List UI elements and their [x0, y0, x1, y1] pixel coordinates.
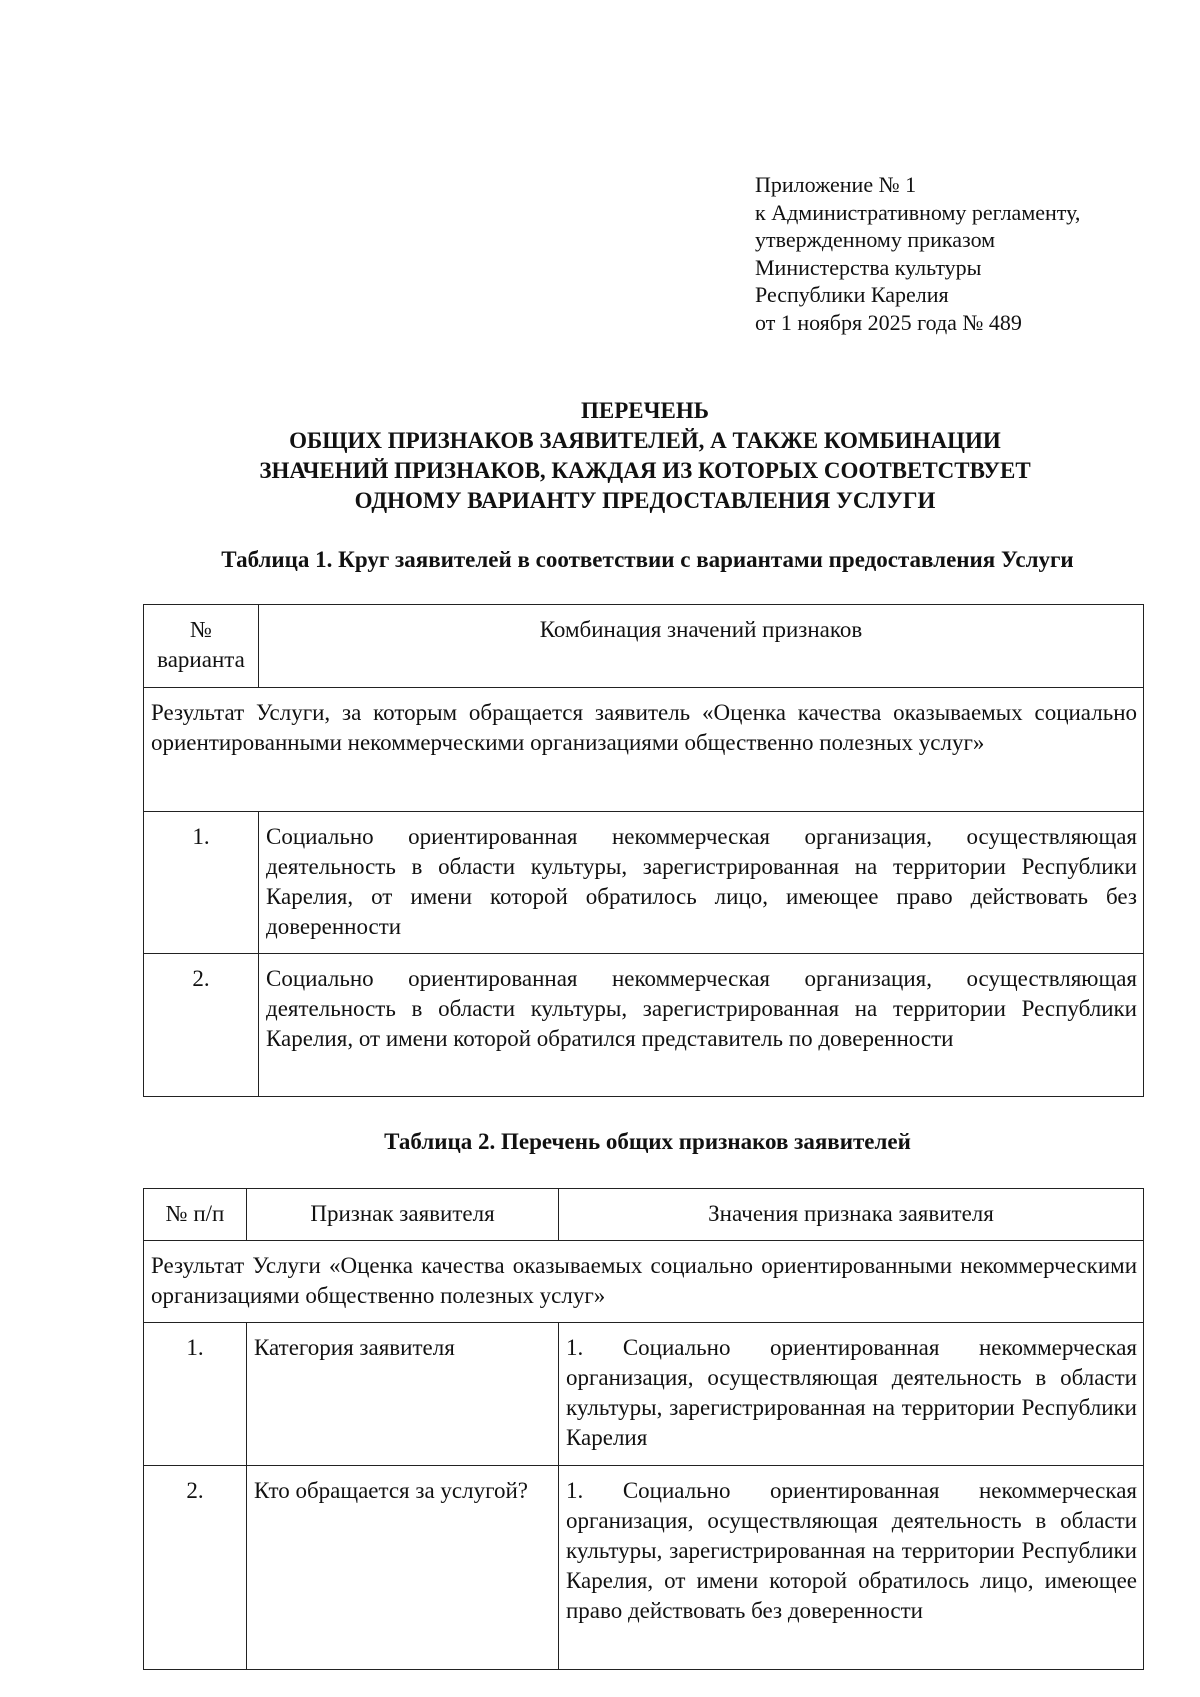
table1 — [143, 604, 1144, 1097]
table1-row-num: 2. — [144, 954, 259, 1097]
table-row — [144, 812, 1144, 954]
table2-row-sign: Категория заявителя — [247, 1323, 559, 1466]
table1-result-text: Результат Услуги, за которым обращается заявитель «Оценка качества оказываемых социально ориентированными некоммерческими организациями общественно полезных услуг» — [144, 688, 1144, 812]
title-line: ОБЩИХ ПРИЗНАКОВ ЗАЯВИТЕЛЕЙ, А ТАКЖЕ КОМБИНАЦИИ — [289, 428, 1001, 453]
appendix-line: Республики Карелия — [755, 282, 949, 307]
title-line: ПЕРЕЧЕНЬ — [581, 398, 709, 423]
table2-caption: Таблица 2. Перечень общих признаков заявителей — [384, 1129, 911, 1154]
table-row — [144, 954, 1144, 1097]
table2-header-value: Значения признака заявителя — [559, 1189, 1144, 1241]
appendix-line: Приложение № 1 — [755, 172, 917, 197]
table-row — [144, 1466, 1144, 1670]
table1-header-combo: Комбинация значений признаков — [259, 605, 1144, 688]
table2-result-row — [144, 1241, 1144, 1323]
table2-header-sign: Признак заявителя — [247, 1189, 559, 1241]
table1-row-text: Социально ориентированная некоммерческая организация, осуществляющая деятельность в области культуры, зарегистрированная на территории Республики Карелия, от имени которой обратилось лицо, имеющее право действовать без доверенности — [259, 812, 1144, 954]
title-line: ЗНАЧЕНИЙ ПРИЗНАКОВ, КАЖДАЯ ИЗ КОТОРЫХ СООТВЕТСТВУЕТ — [259, 458, 1031, 483]
appendix-line: от 1 ноября 2025 года № 489 — [755, 309, 1022, 335]
table1-result-row — [144, 688, 1144, 812]
table2-row-value: 1. Социально ориентированная некоммерческая организация, осуществляющая деятельность в области культуры, зарегистрированная на территории Республики Карелия, от имени которой обратилось лицо, имеющее право действовать без доверенности — [559, 1466, 1144, 1670]
table2-header-num: № п/п — [144, 1189, 247, 1241]
table2 — [143, 1188, 1144, 1670]
table2-row-num: 2. — [144, 1466, 247, 1670]
table1-header-num: № варианта — [144, 605, 259, 688]
appendix-block — [755, 171, 1080, 336]
appendix-line: к Административному регламенту, — [755, 199, 1081, 225]
table2-header-row — [144, 1189, 1144, 1241]
title-line: ОДНОМУ ВАРИАНТУ ПРЕДОСТАВЛЕНИЯ УСЛУГИ — [354, 488, 936, 513]
table2-row-sign: Кто обращается за услугой? — [247, 1466, 559, 1670]
table1-row-num: 1. — [144, 812, 259, 954]
table1-row-text: Социально ориентированная некоммерческая организация, осуществляющая деятельность в области культуры, зарегистрированная на территории Республики Карелия, от имени которой обратился представитель по доверенности — [259, 954, 1144, 1097]
table2-row-num: 1. — [144, 1323, 247, 1466]
table1-caption: Таблица 1. Круг заявителей в соответствии с вариантами предоставления Услуги — [221, 547, 1074, 572]
table-row — [144, 1323, 1144, 1466]
appendix-line: Министерства культуры — [755, 254, 982, 280]
appendix-line: утвержденному приказом — [755, 227, 996, 252]
table2-result-text: Результат Услуги «Оценка качества оказываемых социально ориентированными некоммерческими организациями общественно полезных услуг» — [144, 1241, 1144, 1323]
document-title — [145, 396, 1145, 516]
table2-row-value: 1. Социально ориентированная некоммерческая организация, осуществляющая деятельность в области культуры, зарегистрированная на территории Республики Карелия — [559, 1323, 1144, 1466]
table1-header-row — [144, 605, 1144, 688]
